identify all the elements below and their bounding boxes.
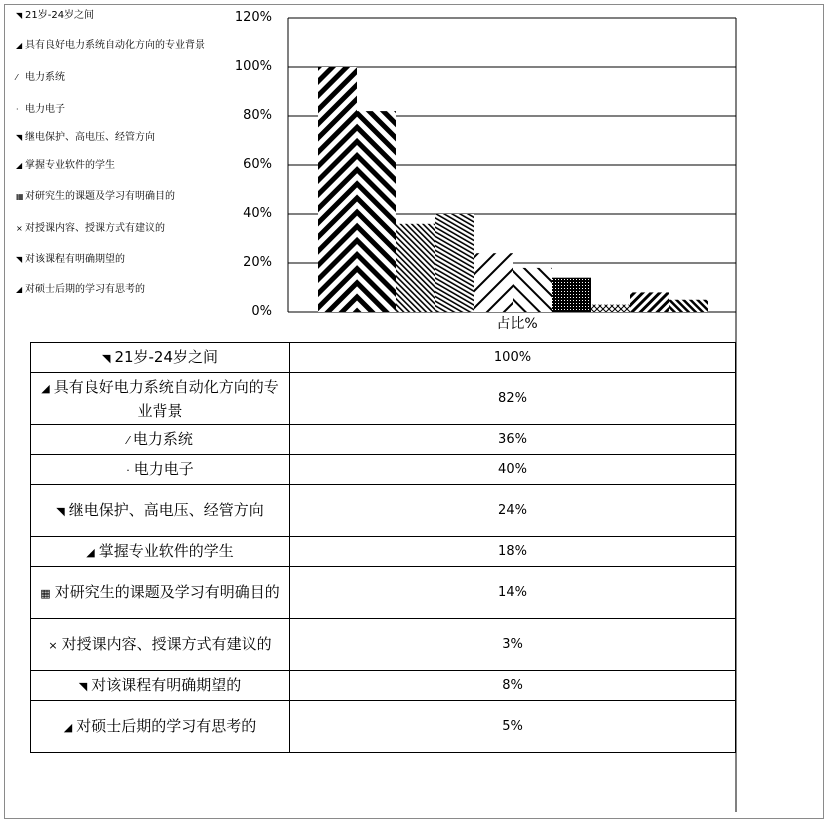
table-label-text: 对硕士后期的学习有思考的 <box>76 716 257 735</box>
category-label: 占比% <box>496 316 538 332</box>
bar <box>357 111 396 312</box>
y-tick-label: 80% <box>243 108 272 123</box>
table-value: 5% <box>290 701 736 753</box>
dots-icon: · <box>16 105 19 114</box>
table-label-text: 对授课内容、授课方式有建议的 <box>61 634 272 653</box>
table-series-label <box>31 343 290 373</box>
legend-item <box>16 254 221 266</box>
stripe-down-icon: ◥ <box>16 133 23 142</box>
legend-item <box>16 104 221 116</box>
bar <box>474 253 513 312</box>
table-value: 18% <box>290 537 736 567</box>
stripe-fine-icon: ⁄ <box>127 433 129 447</box>
legend-label: 电力电子 <box>25 104 65 115</box>
stripe-down-icon: ◥ <box>16 255 23 264</box>
bar <box>396 224 435 312</box>
stripe-up-icon: ◢ <box>41 381 50 395</box>
y-tick-label: 0% <box>251 304 272 319</box>
data-table <box>30 342 736 753</box>
table-series-label <box>31 485 290 537</box>
legend-label: 对该课程有明确期望的 <box>25 254 125 265</box>
table-row <box>31 671 736 701</box>
legend-label: 电力系统 <box>25 72 65 83</box>
bar <box>669 300 708 312</box>
table-series-label <box>31 537 290 567</box>
table-row <box>31 485 736 537</box>
y-tick-label: 60% <box>243 157 272 172</box>
y-tick-label: 100% <box>234 59 272 74</box>
legend-item <box>16 40 221 52</box>
bar <box>318 67 357 312</box>
table-series-label <box>31 701 290 753</box>
legend-label: 掌握专业软件的学生 <box>25 160 115 171</box>
grid-icon: ▦ <box>40 586 51 600</box>
legend-label: 具有良好电力系统自动化方向的专业背景 <box>25 40 205 51</box>
bars <box>318 67 708 312</box>
stripe-up-icon: ◢ <box>16 41 23 50</box>
table-series-label <box>31 671 290 701</box>
table-label-text: 对该课程有明确期望的 <box>91 675 242 694</box>
cross-icon: × <box>48 638 58 652</box>
table-value: 36% <box>290 425 736 455</box>
table-value: 40% <box>290 455 736 485</box>
table-row <box>31 567 736 619</box>
table-series-label <box>31 455 290 485</box>
stripe-up-icon: ◢ <box>16 285 23 294</box>
legend-item <box>16 10 221 22</box>
legend-label: 继电保护、高电压、经管方向 <box>25 132 155 143</box>
legend-label: 对研究生的课题及学习有明确目的 <box>25 191 175 202</box>
table-label-text: 掌握专业软件的学生 <box>98 541 234 560</box>
table-row <box>31 701 736 753</box>
table-label-text: 对研究生的课题及学习有明确目的 <box>54 582 280 601</box>
table-value: 14% <box>290 567 736 619</box>
bar <box>630 292 669 312</box>
stripe-up-icon: ◢ <box>86 545 95 559</box>
stripe-fine-icon: ⁄ <box>16 73 18 82</box>
legend-label: 对硕士后期的学习有思考的 <box>25 284 145 295</box>
table-value: 100% <box>290 343 736 373</box>
cross-icon: × <box>16 224 23 233</box>
table-row <box>31 455 736 485</box>
stripe-up-icon: ◢ <box>63 720 73 734</box>
table-series-label <box>31 373 290 425</box>
stripe-down-icon: ◥ <box>78 679 88 693</box>
table-row <box>31 537 736 567</box>
legend-item <box>16 284 221 296</box>
legend-item <box>16 132 221 144</box>
y-tick-label: 40% <box>243 206 272 221</box>
table-value: 24% <box>290 485 736 537</box>
table-label-text: 具有良好电力系统自动化方向的专业背景 <box>53 377 279 420</box>
table-label-text: 21岁-24岁之间 <box>114 347 219 366</box>
stripe-down-icon: ◥ <box>56 504 65 518</box>
table-series-label <box>31 619 290 671</box>
bar <box>552 278 591 312</box>
grid-icon: ▦ <box>16 192 24 201</box>
table-series-label <box>31 567 290 619</box>
table-value: 3% <box>290 619 736 671</box>
table-label-text: 电力系统 <box>132 429 193 448</box>
y-tick-label: 20% <box>243 255 272 270</box>
legend-item <box>16 72 221 84</box>
y-tick-label: 120% <box>234 10 272 25</box>
dots-icon: · <box>126 463 130 477</box>
table-row <box>31 619 736 671</box>
stripe-down-icon: ◥ <box>101 351 111 365</box>
table-row <box>31 425 736 455</box>
table-value: 8% <box>290 671 736 701</box>
table-value: 82% <box>290 373 736 425</box>
table-series-label <box>31 425 290 455</box>
bar <box>435 214 474 312</box>
stripe-up-icon: ◢ <box>16 161 23 170</box>
table-row <box>31 343 736 373</box>
legend-item <box>16 160 221 172</box>
legend-label: 21岁-24岁之间 <box>25 10 95 21</box>
bar <box>513 268 552 312</box>
legend-label: 对授课内容、授课方式有建议的 <box>25 223 165 234</box>
table-label-text: 继电保护、高电压、经管方向 <box>68 500 264 519</box>
bar <box>591 305 630 312</box>
legend-item <box>16 191 221 203</box>
stripe-down-icon: ◥ <box>16 11 23 20</box>
table-row <box>31 373 736 425</box>
legend-item <box>16 223 221 235</box>
table-label-text: 电力电子 <box>133 459 194 478</box>
